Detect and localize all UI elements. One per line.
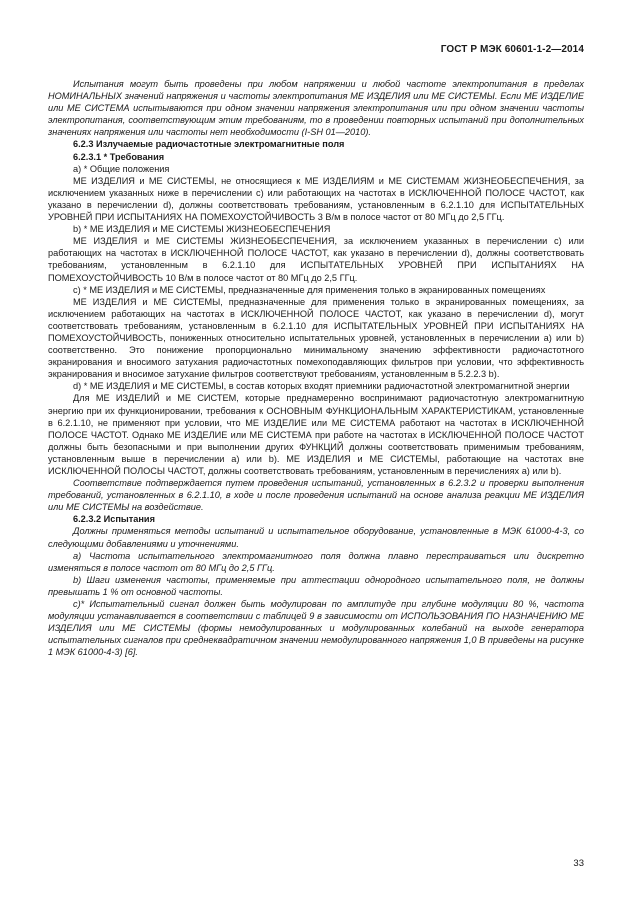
list-item: a) Частота испытательного электромагнитного поля должна плавно перестраиваться или дискретно изменяться в полосе частот от 80 МГц до 2,5 ГГц. <box>48 550 584 573</box>
document-body <box>48 78 584 659</box>
list-item: c)* Испытательный сигнал должен быть модулирован по амплитуде при глубине модуляции 80 %, частота модуляции устанавливается в соответствии с таблицей 9 в зависимости от ИСПОЛЬЗОВАНИЯ ПО НАЗНАЧЕНИЮ МЕ ИЗДЕЛИЯ или МЕ СИСТЕМЫ (формы немодулированных и модулированных колебаний на выходе генератора испытательных сигналов при среднеквадратичном значении немодулированного напряжения 1,0 В приведены на рисунке 1 МЭК 61000-4-3) [6]. <box>48 599 584 658</box>
paragraph: Должны применяться методы испытаний и испытательное оборудование, установленные в МЭК 61000-4-3, со следующими добавлениями и уточнениями. <box>48 526 584 549</box>
paragraph: Испытания могут быть проведены при любом напряжении и любой частоте электропитания в пределах НОМИНАЛЬНЫХ значений напряжения и частоты электропитания МЕ ИЗДЕЛИЯ или МЕ СИСТЕМЫ. Если МЕ ИЗДЕЛИЕ или МЕ СИСТЕМА испытываются при одном значении напряжения электропитания или при одном значении частоты электропитания, соответствующим этим требованиям, то в проведении повторных испытаний при дополнительных значениях напряжения или частоты нет необходимости (I-SH 01—2010). <box>48 79 584 138</box>
list-item-heading: d) * МЕ ИЗДЕЛИЯ и МЕ СИСТЕМЫ, в состав которых входят приемники радиочастотной электромагнитной энергии <box>73 381 570 392</box>
subsection-heading: 6.2.3.2 Испытания <box>73 514 155 525</box>
paragraph: МЕ ИЗДЕЛИЯ и МЕ СИСТЕМЫ ЖИЗНЕОБЕСПЕЧЕНИЯ, за исключением указанных в перечислении c) или работающих на частотах в ИСКЛЮЧЕННОЙ ПОЛОСЕ ЧАСТОТ, как указано в перечислении d), должны соответствовать требованиям, установленным в 6.2.1.10 для ИСПЫТАТЕЛЬНЫХ УРОВНЕЙ ПРИ ИСПЫТАНИЯХ НА ПОМЕХОУСТОЙЧИВОСТЬ 10 В/м в полосе частот от 80 МГц до 2,5 ГГц. <box>48 236 584 283</box>
list-item-heading: b) * МЕ ИЗДЕЛИЯ и МЕ СИСТЕМЫ ЖИЗНЕОБЕСПЕЧЕНИЯ <box>73 224 331 235</box>
paragraph: МЕ ИЗДЕЛИЯ и МЕ СИСТЕМЫ, предназначенные для применения только в экранированных помещениях, за исключением работающих на частотах в ИСКЛЮЧЕННОЙ ПОЛОСЕ ЧАСТОТ, как указано в перечислении d), могут соответствовать требованиям, установленным в 6.2.1.10 для ИСПЫТАТЕЛЬНЫХ УРОВНЕЙ ПРИ ИСПЫТАНИЯХ НА ПОМЕХОУСТОЙЧИВОСТЬ, пониженных относительно испытательных уровней, установленных в перечислении a) или b) соответственно. Это понижение пропорционально минимальному значению эффективности радиочастотного экранирования и вносимого затухания радиочастотных помехоподавляющих фильтров при условии, что эффективность экранирования и вносимое затухание фильтров соответствуют требованиям, установленным в 5.2.2.3 b). <box>48 296 584 380</box>
document-page <box>48 0 584 913</box>
subsection-heading: 6.2.3.1 * Требования <box>73 151 165 162</box>
list-item-heading: c) * МЕ ИЗДЕЛИЯ и МЕ СИСТЕМЫ, предназначенные для применения только в экранированных помещениях <box>73 284 546 295</box>
list-item-heading: a) * Общие положения <box>73 163 170 174</box>
paragraph: Для МЕ ИЗДЕЛИЙ и МЕ СИСТЕМ, которые преднамеренно воспринимают радиочастотную электромагнитную энергию при их функционировании, требования к ОСНОВНЫМ ФУНКЦИОНАЛЬНЫМ ХАРАКТЕРИСТИКАМ, установленные в 6.2.1.10, не применяют при условии, что МЕ ИЗДЕЛИЕ или МЕ СИСТЕМА работают на частотах в ИСКЛЮЧЕННОЙ ПОЛОСЕ ЧАСТОТ. Однако МЕ ИЗДЕЛИЕ или МЕ СИСТЕМА при работе на частотах в ИСКЛЮЧЕННОЙ ПОЛОСЕ ЧАСТОТ должны быть безопасными и при выполнении других ФУНКЦИЙ должны соответствовать применимым требованиям, установленным выше в перечислении a) или b). МЕ ИЗДЕЛИЯ и МЕ СИСТЕМЫ, работающие на частотах вне ИСКЛЮЧЕННОЙ ПОЛОСЫ ЧАСТОТ, должны соответствовать требованиям, установленным в перечислениях a) или b). <box>48 393 584 476</box>
page-number: 33 <box>573 858 584 869</box>
section-heading: 6.2.3 Излучаемые радиочастотные электромагнитные поля <box>73 139 345 150</box>
paragraph: МЕ ИЗДЕЛИЯ и МЕ СИСТЕМЫ, не относящиеся к МЕ ИЗДЕЛИЯМ и МЕ СИСТЕМАМ ЖИЗНЕОБЕСПЕЧЕНИЯ, за исключением указанных ниже в перечислении c) или работающих на частотах в ИСКЛЮЧЕННОЙ ПОЛОСЕ ЧАСТОТ, как указано в перечислении d), должны соответствовать требованиям, установленным в 6.2.1.10 для ИСПЫТАТЕЛЬНЫХ УРОВНЕЙ ПРИ ИСПЫТАНИЯХ НА ПОМЕХОУСТОЙЧИВОСТЬ 3 В/м в полосе частот от 80 МГц до 2,5 ГГц. <box>48 175 584 223</box>
document-header: ГОСТ Р МЭК 60601-1-2—2014 <box>440 44 584 55</box>
list-item: b) Шаги изменения частоты, применяемые при аттестации однородного испытательного поля, не должны превышать 1 % от основной частоты. <box>48 574 584 597</box>
compliance-note: Соответствие подтверждается путем проведения испытаний, установленных в 6.2.3.2 и проверки выполнения требований, установленных в 6.2.1.10, в ходе и после проведения испытаний на основе анализа реакции МЕ ИЗДЕЛИЯ или МЕ СИСТЕМЫ на воздействие. <box>48 478 584 513</box>
